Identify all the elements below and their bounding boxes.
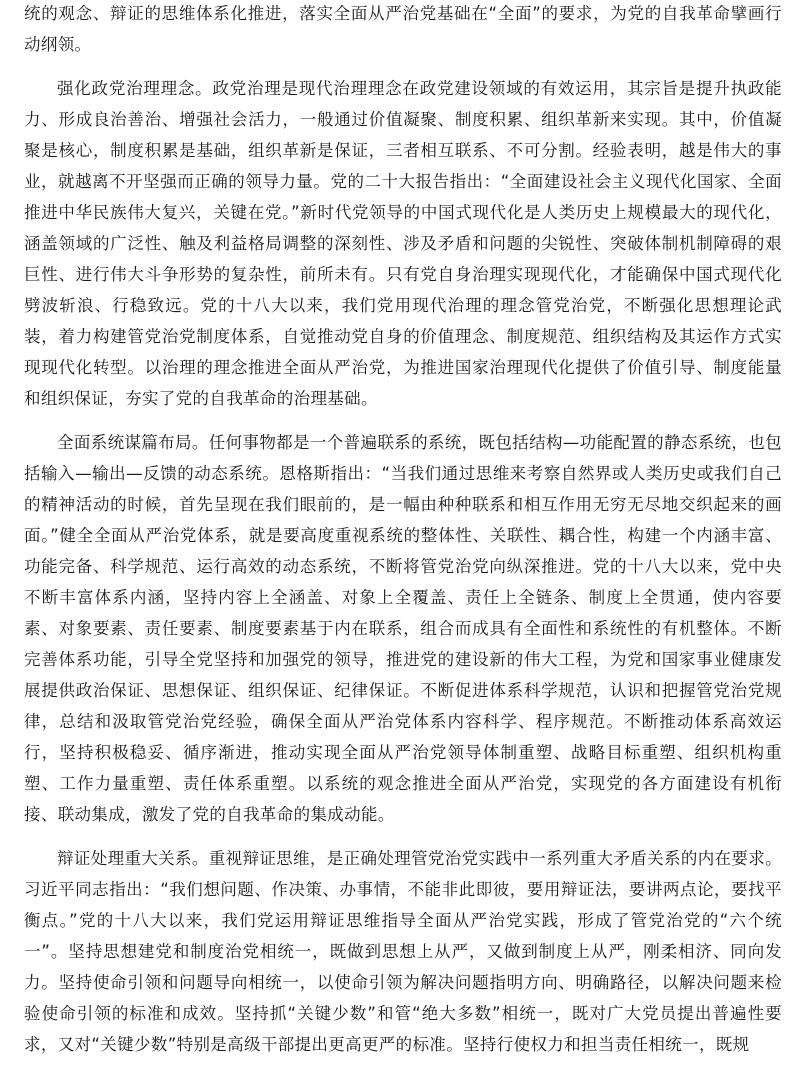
paragraph-continued: 统的观念、辩证的思维体系化推进，落实全面从严治党基础在“全面”的要求，为党的自我革命擘画行动纲领。 bbox=[24, 4, 782, 54]
paragraph-party-governance: 强化政党治理理念。政党治理是现代治理理念在政党建设领域的有效运用，其宗旨是提升执政能力、形成良治善治、增强社会活力，一般通过价值凝聚、制度积累、组织革新来实现。其中，价值凝聚是核心，制度积累是基础，组织革新是保证，三者相互联系、不可分割。经验表明，越是伟大的事业，就越离不开坚强而正确的领导力量。党的二十大报告指出：“全面建设社会主义现代化国家、全面推进中华民族伟大复兴，关键在党。”新时代党领导的中国式现代化是人类历史上规模最大的现代化，涵盖领域的广泛性、触及利益格局调整的深刻性、涉及矛盾和问题的尖锐性、突破体制机制障碍的艰巨性、进行伟大斗争形势的复杂性，前所未有。只有党自身治理实现现代化，才能确保中国式现代化劈波斩浪、行稳致远。党的十八大以来，我们党用现代治理的理念管党治党，不断强化思想理论武装，着力构建管党治党制度体系，自觉推动党自身的价值理念、制度规范、组织结构及其运作方式实现现代化转型。以治理的理念推进全面从严治党，为推进国家治理现代化提供了价值引导、制度能量和组织保证，夯实了党的自我革命的治理基础。 bbox=[24, 79, 782, 408]
paragraph-dialectical-relations: 辩证处理重大关系。重视辩证思维，是正确处理管党治党实践中一系列重大矛盾关系的内在要求。习近平同志指出：“我们想问题、作决策、办事情，不能非此即彼，要用辩证法，要讲两点论，要找平衡点。”党的十八大以来，我们党运用辩证思维指导全面从严治党实践，形成了管党治党的“六个统一”。坚持思想建党和制度治党相统一，既做到思想上从严，又做到制度上从严，刚柔相济、同向发力。坚持使命引领和问题导向相统一，以使命引领为解决问题指明方向、明确路径，以解决问题来检验使命引领的标准和成效。坚持抓“关键少数”和管“绝大多数”相统一，既对广大党员提出普遍性要求，又对“关键少数”特别是高级干部提出更高更严的标准。坚持行使权力和担当责任相统一，既规 bbox=[24, 849, 782, 1054]
paragraph-systematic-planning: 全面系统谋篇布局。任何事物都是一个普遍联系的系统，既包括结构—功能配置的静态系统，也包括输入—输出—反馈的动态系统。恩格斯指出：“当我们通过思维来考察自然界或人类历史或我们自己的精神活动的时候，首先呈现在我们眼前的，是一幅由种种联系和相互作用无穷无尽地交织起来的画面。”健全全面从严治党体系，就是要高度重视系统的整体性、关联性、耦合性，构建一个内涵丰富、功能完备、科学规范、运行高效的动态系统，不断将管党治党向纵深推进。党的十八大以来，党中央不断丰富体系内涵，坚持内容上全涵盖、对象上全覆盖、责任上全链条、制度上全贯通，使内容要素、对象要素、责任要素、制度要素基于内在联系，组合而成具有全面性和系统性的有机整体。不断完善体系功能，引导全党坚持和加强党的领导，推进党的建设新的伟大工程，为党和国家事业健康发展提供政治保证、思想保证、组织保证、纪律保证。不断促进体系科学规范，认识和把握管党治党规律，总结和汲取管党治党经验，确保全面从严治党体系内容科学、程序规范。不断推动体系高效运行，坚持积极稳妥、循序渐进，推动实现全面从严治党领导体制重塑、战略目标重塑、组织机构重塑、工作力量重塑、责任体系重塑。以系统的观念推进全面从严治党，实现党的各方面建设有机衔接、联动集成，激发了党的自我革命的集成动能。 bbox=[24, 433, 782, 824]
